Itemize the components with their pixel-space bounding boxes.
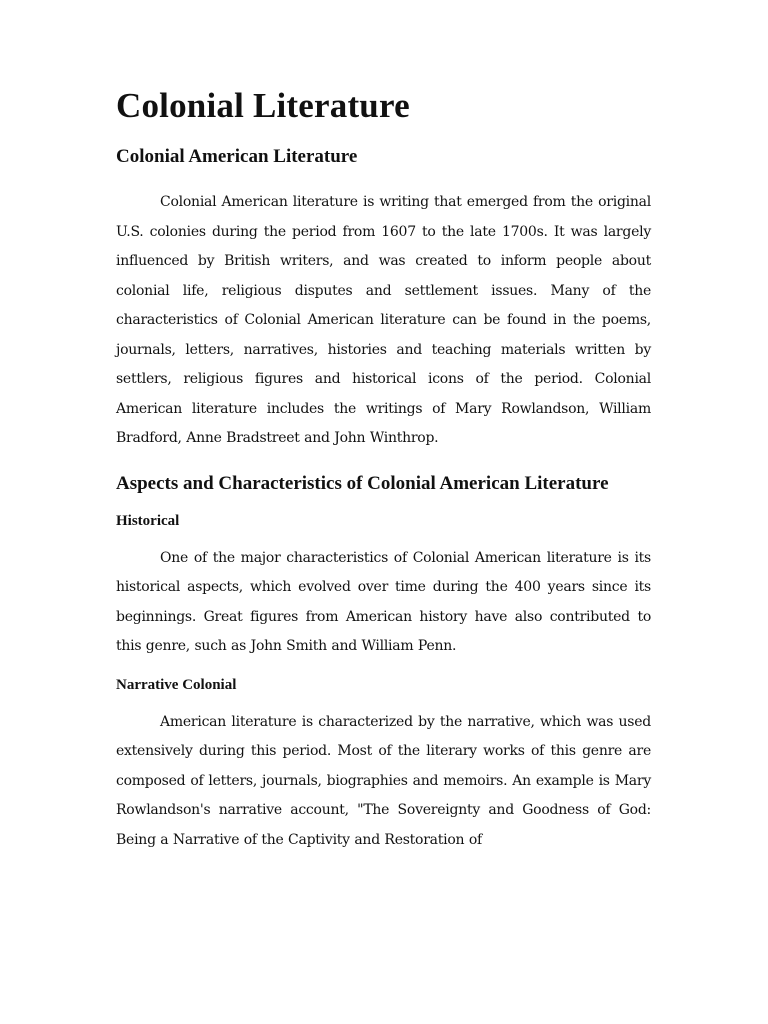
narrative-paragraph: American literature is characterized by the narrative, which was used extensively during this period. Most of the literary works of this genre are composed of letters, journals, biographies and memoirs. An example is Mary Rowlandson's narrative account, "The Sovereignty and Goodness of God: Being a Narrative of the Captivity and Restoration of	[116, 713, 651, 848]
section-heading-colonial-american-literature: Colonial American Literature	[116, 146, 358, 167]
subheading-narrative-colonial: Narrative Colonial	[116, 676, 237, 693]
intro-paragraph: Colonial American literature is writing that emerged from the original U.S. colonies during the period from 1607 to the late 1700s. It was largely influenced by British writers, and was created to inform people about colonial life, religious disputes and settlement issues. Many of the characteristics of Colonial American literature can be found in the poems, journals, letters, narratives, histories and teaching materials written by settlers, religious figures and historical icons of the period. Colonial American literature includes the writings of Mary Rowlandson, William Bradford, Anne Bradstreet and John Winthrop.	[116, 194, 651, 446]
historical-paragraph: One of the major characteristics of Colonial American literature is its historical aspects, which evolved over time during the 400 years since its beginnings. Great figures from American history have also contributed to this genre, such as John Smith and William Penn.	[116, 549, 651, 654]
section-heading-aspects: Aspects and Characteristics of Colonial American Literature	[116, 472, 609, 494]
document-title: Colonial Literature	[116, 86, 410, 125]
document-page	[116, 84, 651, 867]
subheading-historical: Historical	[116, 512, 180, 529]
